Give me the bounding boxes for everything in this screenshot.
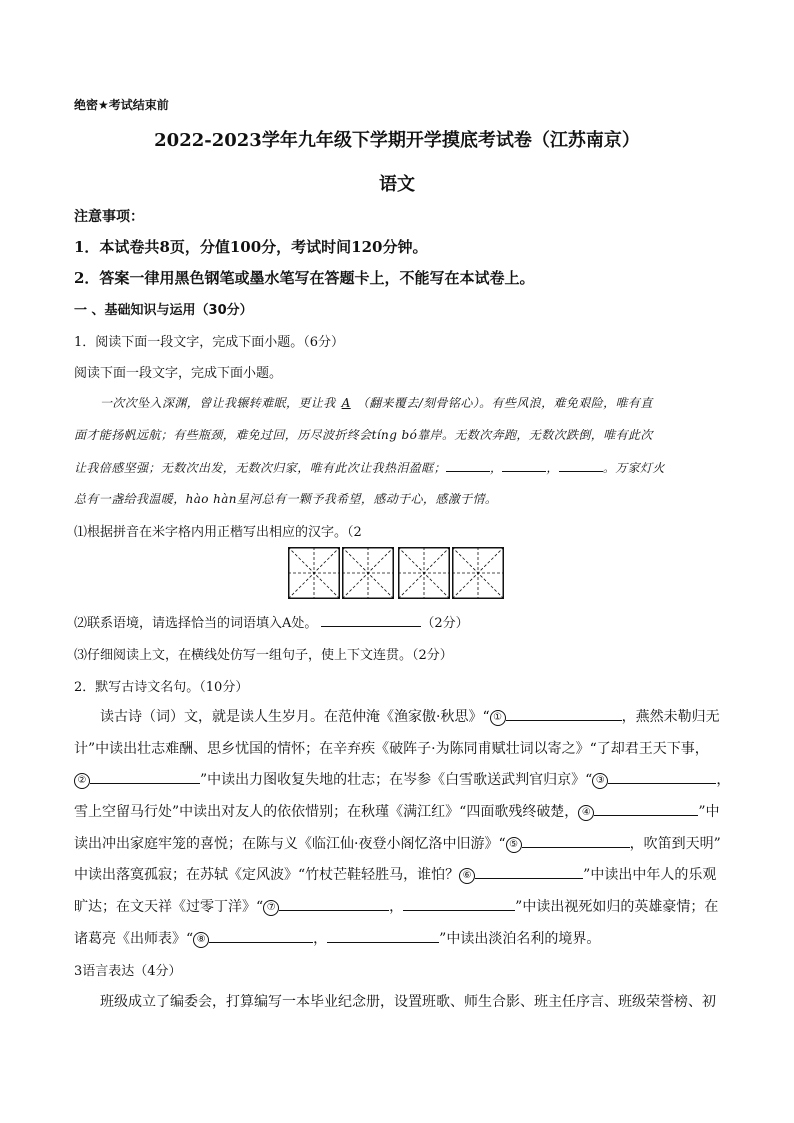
q2-line-a xyxy=(100,706,720,726)
q1-sub1: ⑴根据拼音在米字格内用正楷写出相应的汉字。（2 xyxy=(74,525,362,540)
imitation-blank-2[interactable] xyxy=(502,458,546,472)
q2-line-c xyxy=(74,769,730,789)
q2-text: ”中读出淡泊名利的境界。 xyxy=(439,931,601,947)
q2-text: ， xyxy=(389,899,404,915)
subject-title: 语文 xyxy=(379,174,415,195)
passage-text: （翻来覆去/刻骨铭心）。有些风浪，难免艰险，唯有直 xyxy=(356,396,653,410)
q1-sub2-answer-blank[interactable] xyxy=(321,613,421,627)
passage-text: 一次次坠入深渊，曾让我辗转难眠，更让我 xyxy=(100,396,336,410)
q2-text: ， xyxy=(313,931,328,947)
q2-text: ”中 xyxy=(698,804,720,820)
q1-sub2-score: （2分） xyxy=(421,616,469,631)
section1-heading: 一 、基础知识与运用（30分） xyxy=(74,303,253,318)
comma: ， xyxy=(546,461,559,475)
q3-title: 3语言表达（4分） xyxy=(74,964,182,979)
recite-blank-4[interactable] xyxy=(594,802,698,816)
q2-line-d xyxy=(74,801,719,821)
blank-number: ⑦ xyxy=(263,900,279,916)
mizi-cell[interactable] xyxy=(398,547,450,599)
recite-blank-7a[interactable] xyxy=(279,897,389,911)
blank-number: ⑥ xyxy=(459,868,475,884)
q2-line-f xyxy=(74,864,716,884)
exam-title: 2022-2023学年九年级下学期开学摸底考试卷（江苏南京） xyxy=(154,130,640,151)
notice-heading: 注意事项： xyxy=(74,209,144,225)
q2-line-h xyxy=(74,928,600,948)
q2-text: 读古诗（词）文，就是读人生岁月。在范仲淹《渔家傲·秋思》“ xyxy=(100,709,490,725)
q2-text: 读出冲出家庭牢笼的喜悦；在陈与义《临江仙·夜登小阁忆洛中旧游》“ xyxy=(74,836,506,852)
q2-text: ”中读出中年人的乐观 xyxy=(583,867,717,883)
recite-blank-2[interactable] xyxy=(90,770,200,784)
imitation-blank-1[interactable] xyxy=(446,458,490,472)
recite-blank-3[interactable] xyxy=(608,770,716,784)
passage-line-1 xyxy=(100,394,653,411)
q1-sub2-text: ⑵联系语境，请选择恰当的词语填入A处。 xyxy=(74,616,318,631)
q2-title: 2．默写古诗文名句。（10分） xyxy=(74,680,249,695)
q2-line-b: 计”中读出壮志难酬、思乡忧国的情怀；在辛弃疾《破阵子·为陈同甫赋壮词以寄之》“了却君王天下事， xyxy=(74,741,709,757)
q2-text: ”中读出视死如归的英雄豪情；在 xyxy=(515,899,719,915)
q3-text: 班级成立了编委会，打算编写一本毕业纪念册，设置班歌、师生合影、班主任序言、班级荣誉榜、初 xyxy=(100,994,716,1010)
q2-text: 雪上空留马行处”中读出对友人的依依惜别；在秋瑾《满江红》“四面歌残终破楚， xyxy=(74,804,579,820)
q2-text: ，吹笛到天明” xyxy=(629,836,721,852)
blank-a[interactable]: A xyxy=(341,396,351,410)
mizi-cell[interactable] xyxy=(288,547,340,599)
q2-text: ， xyxy=(716,772,731,788)
recite-blank-6[interactable] xyxy=(475,865,583,879)
q2-text: 中读出落寞孤寂；在苏轼《定风波》“竹杖芒鞋轻胜马，谁怕？ xyxy=(74,867,460,883)
mizi-cell[interactable] xyxy=(452,547,504,599)
q2-line-e xyxy=(74,833,721,853)
comma: ， xyxy=(490,461,503,475)
passage-line-3 xyxy=(74,458,665,476)
q1-sub2 xyxy=(74,612,469,631)
recite-blank-8a[interactable] xyxy=(209,929,313,943)
confidential-label: 绝密★考试结束前 xyxy=(74,98,169,112)
blank-number: ⑧ xyxy=(193,932,209,948)
q2-line-g xyxy=(74,896,718,916)
blank-number: ① xyxy=(490,710,506,726)
recite-blank-7b[interactable] xyxy=(403,897,515,911)
q1-sub3: ⑶仔细阅读上文，在横线处仿写一组句子，使上下文连贯。（2分） xyxy=(74,648,453,663)
notice-item-2: 2．答案一律用黑色钢笔或墨水笔写在答题卡上，不能写在本试卷上。 xyxy=(74,269,535,287)
q2-text: 诸葛亮《出师表》“ xyxy=(74,931,194,947)
q1-intro: 阅读下面一段文字，完成下面小题。 xyxy=(74,366,283,381)
imitation-blank-3[interactable] xyxy=(559,458,603,472)
passage-text: 。万家灯火 xyxy=(602,461,665,475)
passage-line-2: 面才能扬帆远航；有些瓶颈，难免过回，历尽波折终会tíng bó靠岸。无数次奔跑，无数次跌倒，唯有此次 xyxy=(74,428,653,442)
notice-item-1: 1．本试卷共8页，分值100分，考试时间120分钟。 xyxy=(74,238,428,256)
q2-text: 旷达；在文天祥《过零丁洋》“ xyxy=(74,899,264,915)
recite-blank-8b[interactable] xyxy=(327,929,439,943)
blank-number: ③ xyxy=(592,773,608,789)
passage-line-4: 总有一盏给我温暖，hào hàn星河总有一颗予我希望，感动于心，感激于情。 xyxy=(74,492,498,506)
recite-blank-5[interactable] xyxy=(522,834,630,848)
passage-text: 让我倍感坚强；无数次出发，无数次归家，唯有此次让我热泪盈眶； xyxy=(74,461,447,475)
q1-title: 1．阅读下面一段文字，完成下面小题。（6分） xyxy=(74,335,345,350)
recite-blank-1[interactable] xyxy=(506,707,622,721)
blank-number: ② xyxy=(74,773,90,789)
mizi-cell[interactable] xyxy=(342,547,394,599)
q2-text: ”中读出力图收复失地的壮志；在岑参《白雪歌送武判官归京》“ xyxy=(200,772,593,788)
q2-text: ，燕然未勒归无 xyxy=(621,709,720,725)
blank-number: ④ xyxy=(578,805,594,821)
blank-number: ⑤ xyxy=(506,837,522,853)
